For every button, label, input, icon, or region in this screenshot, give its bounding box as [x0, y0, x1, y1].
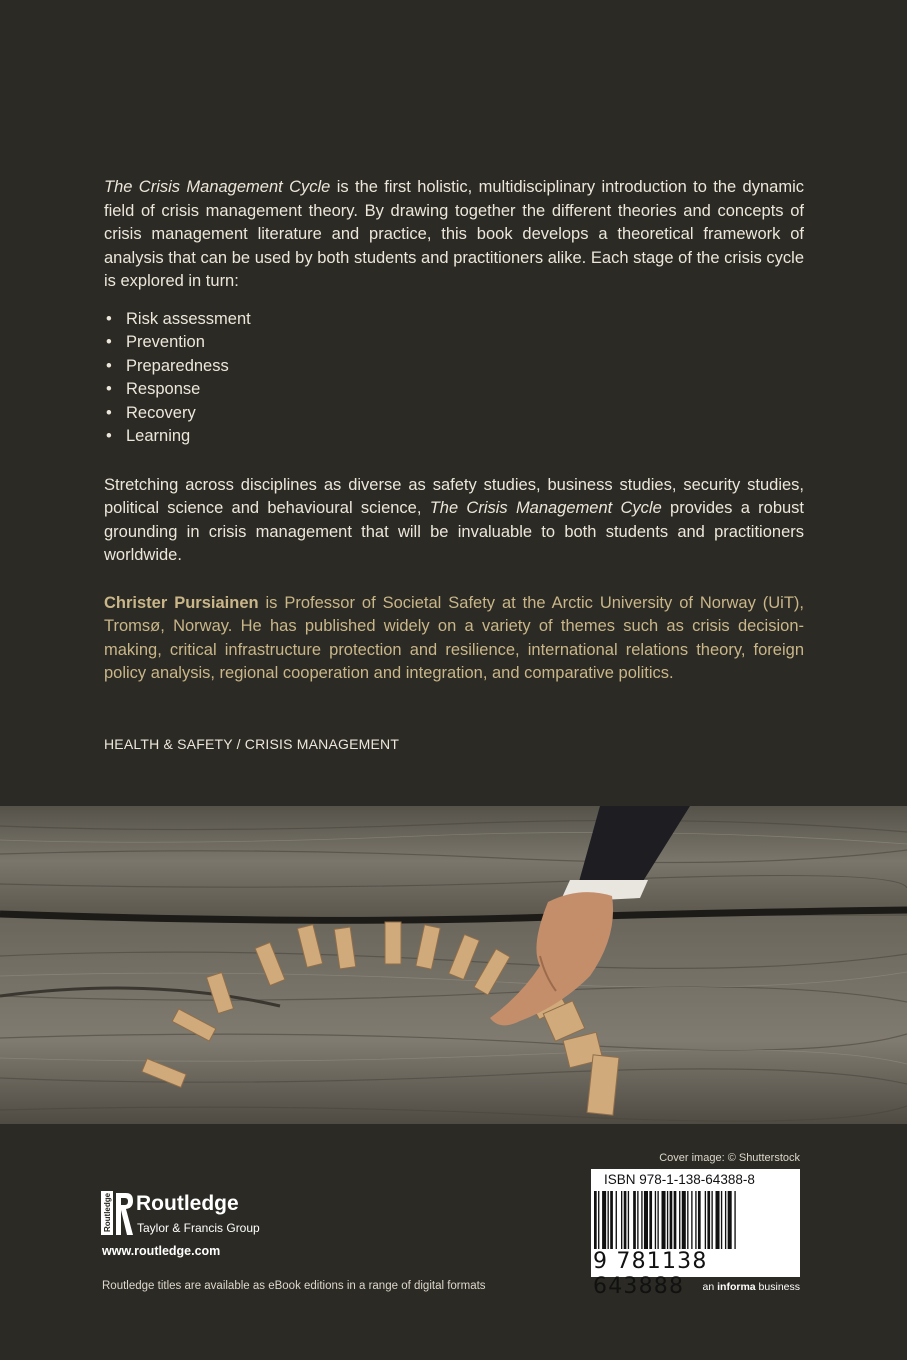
barcode-bar — [598, 1191, 599, 1249]
subject-category: HEALTH & SAFETY / CRISIS MANAGEMENT — [104, 736, 400, 752]
list-item: • Preparedness — [104, 355, 804, 379]
informa-brand: informa — [717, 1281, 756, 1293]
barcode-digits: 9 781138 643888 — [593, 1249, 708, 1299]
barcode-bar — [711, 1191, 712, 1249]
barcode-bar — [679, 1191, 680, 1249]
author-bio — [104, 592, 804, 686]
publisher-name: Routledge — [136, 1192, 239, 1215]
book-title-italic: The Crisis Management Cycle — [104, 178, 331, 196]
barcode-bar — [691, 1191, 692, 1249]
barcode-bar — [610, 1191, 613, 1249]
publisher-url[interactable]: www.routledge.com — [102, 1244, 221, 1258]
informa-business-tag: an informa business — [702, 1281, 800, 1293]
barcode-bar — [667, 1191, 668, 1249]
list-item: • Recovery — [104, 402, 804, 426]
barcode-bar — [624, 1191, 627, 1249]
barcode-bar — [644, 1191, 648, 1249]
barcode-image — [591, 1191, 800, 1251]
author-bio-text: is Professor of Societal Safety at the Arctic University of Norway (UiT), Tromsø, Norway. He has published widely on a variety of themes such as crisis decision-making, critical infrastructure protection and resilience, international relations theory, foreign policy analysis, regional cooperation and integration, and comparative politics. — [104, 593, 804, 682]
book-title-italic: The Crisis Management Cycle — [429, 499, 662, 517]
barcode-bar — [616, 1191, 617, 1249]
barcode-bar — [716, 1191, 720, 1249]
barcode-bar — [687, 1191, 688, 1249]
publisher-group: Taylor & Francis Group — [137, 1221, 260, 1235]
barcode-bar — [707, 1191, 710, 1249]
disciplines-paragraph — [104, 474, 804, 568]
cover-photo-dominoes — [0, 806, 907, 1124]
barcode-bar — [637, 1191, 638, 1249]
barcode-bar — [670, 1191, 673, 1249]
barcode-bar — [721, 1191, 722, 1249]
barcode-bar — [682, 1191, 686, 1249]
barcode-bar — [608, 1191, 609, 1249]
barcode-bar — [628, 1191, 629, 1249]
barcode-bar — [734, 1191, 735, 1249]
barcode-bar — [657, 1191, 658, 1249]
barcode-bar — [725, 1191, 726, 1249]
crisis-cycle-list — [104, 308, 804, 449]
disciplines-text: Stretching across disciplines as diverse as safety studies, business studies, security studies, political science and behavioural science, — [104, 475, 804, 517]
ebook-availability-note: Routledge titles are available as eBook editions in a range of digital formats — [102, 1280, 486, 1292]
back-cover-text — [104, 176, 804, 686]
intro-text: is the first holistic, multidisciplinary introduction to the dynamic field of crisis management theory. By drawing together the different theories and concepts of crisis management literature and practice, this book develops a theoretical framework of analysis that can be used by both students and practitioners alike. Each stage of the crisis cycle is explored in turn: — [104, 178, 804, 290]
logo-vertical-text: Routledge — [103, 1192, 112, 1232]
barcode-bar — [649, 1191, 652, 1249]
barcode-bar — [633, 1191, 636, 1249]
disciplines-text-end: provides a robust grounding in crisis management that will be invaluable to both students and practitioners worldwide. — [104, 499, 805, 564]
barcode-bar — [655, 1191, 656, 1249]
list-item: • Learning — [104, 425, 804, 449]
barcode-bar — [695, 1191, 696, 1249]
barcode-bar — [641, 1191, 642, 1249]
isbn-number: ISBN 978-1-138-64388-8 — [604, 1172, 755, 1187]
barcode-bar — [698, 1191, 701, 1249]
list-item: • Prevention — [104, 331, 804, 355]
list-item: • Response — [104, 378, 804, 402]
list-item: • Risk assessment — [104, 308, 804, 332]
intro-paragraph — [104, 176, 804, 294]
barcode-bar — [705, 1191, 706, 1249]
barcode-bar — [662, 1191, 666, 1249]
routledge-logo-icon — [100, 1190, 134, 1238]
cover-image-credit: Cover image: © Shutterstock — [659, 1152, 800, 1164]
author-name: Christer Pursiainen — [104, 593, 259, 612]
barcode-bar — [728, 1191, 732, 1249]
barcode-bar — [602, 1191, 606, 1249]
barcode-bar — [594, 1191, 597, 1249]
barcode-bar — [621, 1191, 622, 1249]
barcode-bar — [674, 1191, 677, 1249]
